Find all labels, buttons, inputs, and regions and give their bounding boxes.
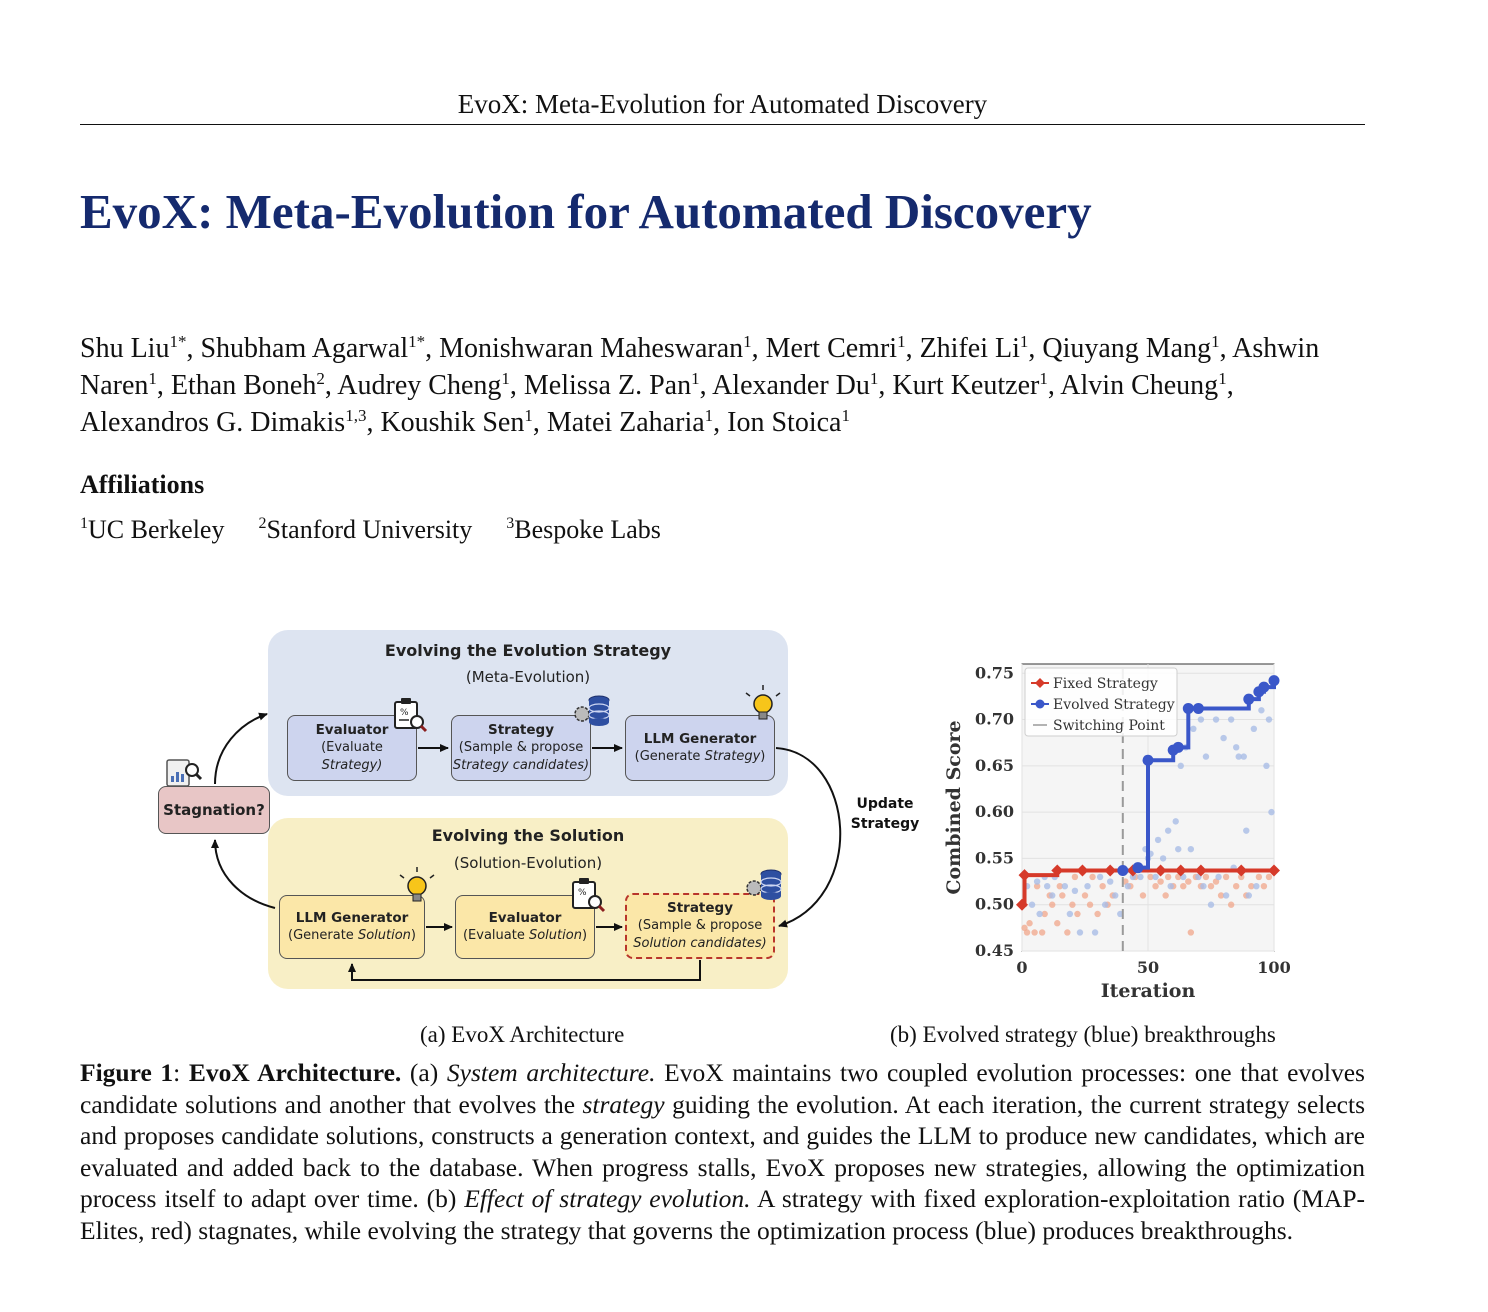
scatter-point-evolved: [1036, 911, 1042, 917]
scatter-point-evolved: [1263, 763, 1269, 769]
scatter-point-fixed: [1152, 883, 1158, 889]
affiliation-list: [80, 515, 661, 545]
figure-caption: [80, 1057, 1365, 1247]
scatter-point-fixed: [1026, 920, 1032, 926]
scatter-point-fixed: [1157, 878, 1163, 884]
node-title: LLM Generator: [295, 910, 409, 926]
author-affiliation-marker: 1: [691, 369, 700, 388]
scatter-point-evolved: [1155, 837, 1161, 843]
scatter-point-evolved: [1220, 735, 1226, 741]
node-line-italic: Solution: [357, 928, 411, 943]
scatter-point-evolved: [1223, 892, 1229, 898]
scatter-point-evolved: [1200, 883, 1206, 889]
scatter-point-evolved: [1029, 902, 1035, 908]
meta-panel-title: Evolving the Evolution Strategy: [384, 641, 672, 660]
author-name: Mert Cemri: [765, 333, 898, 364]
node-title: Strategy: [666, 900, 734, 916]
scatter-point-evolved: [1084, 883, 1090, 889]
scatter-point-evolved: [1067, 911, 1073, 917]
scatter-point-evolved: [1246, 892, 1252, 898]
affiliations-heading: Affiliations: [80, 470, 205, 499]
scatter-point-fixed: [1203, 874, 1209, 880]
database-gear-icon: [747, 870, 781, 900]
scatter-point-fixed: [1039, 929, 1045, 935]
scatter-point-evolved: [1251, 726, 1257, 732]
scatter-point-fixed: [1185, 878, 1191, 884]
scatter-point-evolved: [1190, 726, 1196, 732]
caption-italic: strategy: [582, 1089, 665, 1119]
affiliation-name: Stanford University: [266, 515, 473, 544]
stagnation-node: Stagnation?: [158, 786, 270, 834]
affiliation-item: [80, 515, 224, 545]
scatter-point-evolved: [1258, 707, 1264, 713]
scatter-point-fixed: [1165, 874, 1171, 880]
author-affiliation-marker: 1: [1039, 369, 1048, 388]
scatter-point-evolved: [1233, 744, 1239, 750]
arrow-feedback-loop: [352, 960, 700, 980]
affiliation-item: [506, 515, 661, 545]
author-name: Alexander Du: [712, 370, 870, 401]
solution-panel-title: Evolving the Solution: [431, 826, 625, 845]
scatter-point-fixed: [1266, 874, 1272, 880]
scatter-point-fixed: [1064, 929, 1070, 935]
scatter-point-fixed: [1054, 920, 1060, 926]
scatter-point-evolved: [1215, 874, 1221, 880]
scatter-point-evolved: [1049, 892, 1055, 898]
author-affiliation-marker: 1: [841, 406, 850, 425]
y-tick-label: 0.75: [975, 663, 1014, 683]
paper-title: EvoX: Meta-Evolution for Automated Discovery: [80, 184, 1092, 239]
scatter-point-fixed: [1223, 874, 1229, 880]
scatter-point-evolved: [1107, 878, 1113, 884]
node-line-italic: Strategy candidates): [452, 758, 590, 773]
legend-label: Fixed Strategy: [1053, 676, 1158, 692]
author-name: Matei Zaharia: [546, 407, 705, 438]
running-head: EvoX: Meta-Evolution for Automated Discovery: [457, 89, 988, 119]
x-axis-label: Iteration: [1100, 980, 1196, 1002]
scatter-point-evolved: [1137, 874, 1143, 880]
update-label-line: Strategy: [850, 816, 920, 832]
scatter-point-evolved: [1178, 763, 1184, 769]
caption-text: (a): [401, 1058, 447, 1087]
scatter-point-evolved: [1097, 874, 1103, 880]
scatter-point-fixed: [1087, 902, 1093, 908]
chart-canvas: [936, 648, 1296, 1008]
solution-panel-subtitle: (Solution-Evolution): [453, 854, 603, 872]
evolved-strategy-marker: [1173, 742, 1184, 753]
scatter-point-fixed: [1094, 911, 1100, 917]
scatter-point-evolved: [1175, 846, 1181, 852]
scatter-point-fixed: [1228, 902, 1234, 908]
scatter-point-fixed: [1256, 874, 1262, 880]
svg-text:%: %: [400, 708, 409, 718]
author-name: Alexandros G. Dimakis: [80, 407, 346, 438]
scatter-point-fixed: [1099, 883, 1105, 889]
y-tick-label: 0.45: [975, 941, 1014, 960]
author-name: Monishwaran Maheswaran: [439, 333, 744, 364]
author-affiliation-marker: 1: [148, 369, 157, 388]
author-affiliation-marker: 1: [869, 369, 879, 388]
scatter-point-evolved: [1072, 888, 1078, 894]
scatter-point-evolved: [1167, 883, 1173, 889]
evolved-strategy-marker: [1132, 862, 1143, 873]
node-line-text: ): [760, 749, 766, 764]
scatter-point-fixed: [1024, 929, 1030, 935]
scatter-point-evolved: [1062, 883, 1068, 889]
caption-text: :: [173, 1058, 189, 1087]
scatter-point-fixed: [1233, 883, 1239, 889]
node-line-text: (Evaluate: [462, 928, 529, 943]
subcaption-a: (a) EvoX Architecture: [420, 1022, 625, 1047]
x-tick-label: 50: [1136, 958, 1160, 977]
scatter-point-evolved: [1198, 716, 1204, 722]
node-line-italic: Solution candidates): [633, 936, 767, 951]
author-affiliation-marker: 1,3: [345, 406, 367, 425]
scatter-point-fixed: [1261, 883, 1267, 889]
author-name: Kurt Keutzer: [892, 370, 1040, 401]
scatter-point-evolved: [1165, 827, 1171, 833]
scatter-point-fixed: [1082, 892, 1088, 898]
node-line-text: (Generate: [288, 928, 358, 943]
scatter-point-evolved: [1266, 716, 1272, 722]
scatter-point-evolved: [1102, 902, 1108, 908]
author-affiliation-marker: 1: [1218, 369, 1227, 388]
affiliation-name: UC Berkeley: [88, 515, 225, 544]
caption-title: EvoX Architecture.: [188, 1058, 402, 1087]
y-tick-label: 0.60: [975, 802, 1014, 822]
affiliation-marker: 3: [506, 515, 515, 532]
scatter-point-evolved: [1241, 753, 1247, 759]
author-list: Shu Liu$^{1*}$, Shubham Agarwal$^{1*}$, Monishwaran Maheswaran$^1$, Mert Cemri$^1$, Zhifei Li$^1$, Qiuyang Mang$^1$, Ashwin Naren$^1$, Ethan Boneh$^2$, Audrey Cheng$^1$, Melissa Z. Pan$^1$, Alexander Du$^1$, Kurt Keutzer$^1$, Alvin Cheung$^1$, Alexandros G. Dimakis$^{1,3}$, Koushik Sen$^1$, Matei Zaharia$^1$, Ion Stoica$^1$: [80, 332, 1320, 438]
scatter-point-fixed: [1074, 911, 1080, 917]
author-name: Alvin Cheung: [1060, 370, 1219, 401]
author-name: Ashwin Naren: [80, 333, 1320, 401]
caption-text: (b): [418, 1184, 465, 1214]
subcaption-b: (b) Evolved strategy (blue) breakthroughs: [890, 1022, 1276, 1047]
caption-text: A strategy with fixed exploration-exploitation ratio (MAP-Elites, red) stagnates, while evolving the strategy that governs the optimization process (blue) produces breakthroughs.: [80, 1184, 1366, 1245]
meta-panel-subtitle: (Meta-Evolution): [465, 668, 591, 686]
scatter-point-fixed: [1208, 883, 1214, 889]
database-gear-icon: [575, 696, 609, 726]
author-affiliation-marker: 1: [897, 332, 906, 351]
report-magnifier-icon: [167, 760, 201, 786]
evolved-strategy-marker: [1269, 675, 1280, 686]
affiliation-name: Bespoke Labs: [514, 515, 661, 544]
author-affiliation-marker: 1: [704, 406, 714, 425]
evolved-strategy-marker: [1243, 694, 1254, 705]
author-affiliation-marker: 1: [743, 332, 752, 351]
svg-text:%: %: [578, 888, 587, 898]
scatter-point-evolved: [1092, 929, 1098, 935]
author-name: Melissa Z. Pan: [523, 370, 692, 401]
node-line-italic: Strategy: [704, 749, 761, 764]
node-title: Strategy: [487, 722, 555, 738]
scatter-point-fixed: [1188, 929, 1194, 935]
evolved-strategy-marker: [1117, 865, 1128, 876]
scatter-point-evolved: [1034, 878, 1040, 884]
caption-italic: Effect of strategy evolution.: [464, 1184, 751, 1214]
lightbulb-icon: [746, 685, 780, 719]
clipboard-magnifier-icon: [395, 698, 426, 731]
y-tick-label: 0.50: [975, 894, 1014, 914]
lightbulb-icon: [400, 867, 434, 901]
scatter-point-evolved: [1125, 883, 1131, 889]
scatter-point-evolved: [1160, 855, 1166, 861]
scatter-point-evolved: [1077, 929, 1083, 935]
author-name: Audrey Cheng: [337, 370, 502, 401]
diagram-connectors: [155, 628, 920, 998]
author-name: Shu Liu: [80, 333, 170, 364]
author-affiliation-marker: 1: [1211, 332, 1220, 351]
scatter-point-fixed: [1162, 892, 1168, 898]
node-line: (Sample & propose: [458, 740, 584, 755]
scatter-point-fixed: [1180, 883, 1186, 889]
score-chart: [936, 648, 1296, 1008]
node-line-italic: Strategy): [321, 758, 383, 773]
author-affiliation-marker: 1*: [408, 332, 426, 351]
update-label-line: Update: [856, 796, 914, 812]
author-affiliation-marker: 1: [1019, 332, 1029, 351]
node-line-text: ): [410, 928, 416, 943]
evolved-strategy-marker: [1183, 703, 1194, 714]
node-line-italic: Solution: [528, 928, 582, 943]
node-line-text: (Generate: [634, 749, 705, 764]
author-affiliation-marker: 1: [501, 369, 510, 388]
scatter-point-evolved: [1208, 902, 1214, 908]
scatter-point-fixed: [1031, 929, 1037, 935]
scatter-point-evolved: [1213, 716, 1219, 722]
y-tick-label: 0.55: [975, 848, 1014, 868]
scatter-point-evolved: [1173, 818, 1179, 824]
y-tick-label: 0.70: [975, 709, 1014, 729]
affiliation-marker: 1: [80, 515, 88, 532]
scatter-point-fixed: [1059, 892, 1065, 898]
scatter-point-evolved: [1188, 846, 1194, 852]
affiliation-item: [258, 515, 472, 545]
scatter-point-evolved: [1203, 753, 1209, 759]
arrow-stagnation-to-meta: [215, 714, 267, 784]
scatter-point-fixed: [1089, 874, 1095, 880]
caption-figure-label: Figure 1: [80, 1058, 174, 1087]
caption-text: EvoX maintains two coupled evolution processes: one that evolves candidate solutions and another that evolves the: [80, 1058, 1365, 1119]
author-affiliation-marker: 1*: [169, 332, 187, 351]
scatter-point-evolved: [1112, 892, 1118, 898]
author-name: Koushik Sen: [380, 407, 525, 438]
scatter-point-evolved: [1152, 874, 1158, 880]
scatter-point-fixed: [1069, 902, 1075, 908]
header-rule: [80, 124, 1365, 125]
scatter-point-evolved: [1044, 883, 1050, 889]
author-name: Qiuyang Mang: [1042, 333, 1212, 364]
evolved-strategy-marker: [1143, 755, 1154, 766]
y-tick-label: 0.65: [975, 755, 1014, 775]
author-name: Shubham Agarwal: [200, 333, 409, 364]
node-line: (Sample & propose: [637, 918, 763, 933]
author-affiliation-marker: 2: [316, 369, 325, 388]
caption-text: guiding the evolution. At each iteration, the current strategy selects and proposes candidate solutions, constructs a generation context, and guides the LLM to produce new candidates, which are evaluated and added back to the database. When progress stalls, EvoX proposes new strategies, allowing the optimization process itself to adapt over time.: [80, 1089, 1366, 1214]
node-title: Evaluator: [488, 910, 562, 926]
author-name: Ion Stoica: [727, 407, 842, 438]
architecture-diagram: [155, 628, 920, 998]
scatter-point-evolved: [1253, 883, 1259, 889]
legend-marker: [1036, 700, 1045, 709]
caption-italic: System architecture.: [446, 1058, 656, 1087]
author-affiliation-marker: 1: [524, 406, 533, 425]
scatter-point-evolved: [1243, 827, 1249, 833]
evolved-strategy-marker: [1258, 682, 1269, 693]
author-name: Zhifei Li: [919, 333, 1020, 364]
y-axis-label: Combined Score: [943, 720, 965, 895]
node-title: Evaluator: [315, 722, 389, 738]
scatter-point-fixed: [1072, 874, 1078, 880]
affiliation-marker: 2: [258, 515, 267, 532]
legend-label: Switching Point: [1053, 718, 1165, 734]
scatter-point-fixed: [1140, 892, 1146, 898]
clipboard-magnifier-icon: [573, 878, 604, 911]
arrow-update-strategy: [776, 748, 840, 926]
author-name: Ethan Boneh: [170, 370, 317, 401]
scatter-point-evolved: [1228, 716, 1234, 722]
node-title: LLM Generator: [643, 731, 757, 747]
x-tick-label: 100: [1257, 958, 1291, 977]
scatter-point-fixed: [1049, 902, 1055, 908]
scatter-point-evolved: [1268, 809, 1274, 815]
arrow-solution-to-stagnation: [215, 840, 275, 908]
legend-label: Evolved Strategy: [1053, 697, 1175, 713]
node-line-text: ): [581, 928, 588, 943]
evolved-strategy-marker: [1193, 703, 1204, 714]
x-tick-label: 0: [1016, 958, 1028, 977]
node-line: (Evaluate: [321, 740, 383, 755]
